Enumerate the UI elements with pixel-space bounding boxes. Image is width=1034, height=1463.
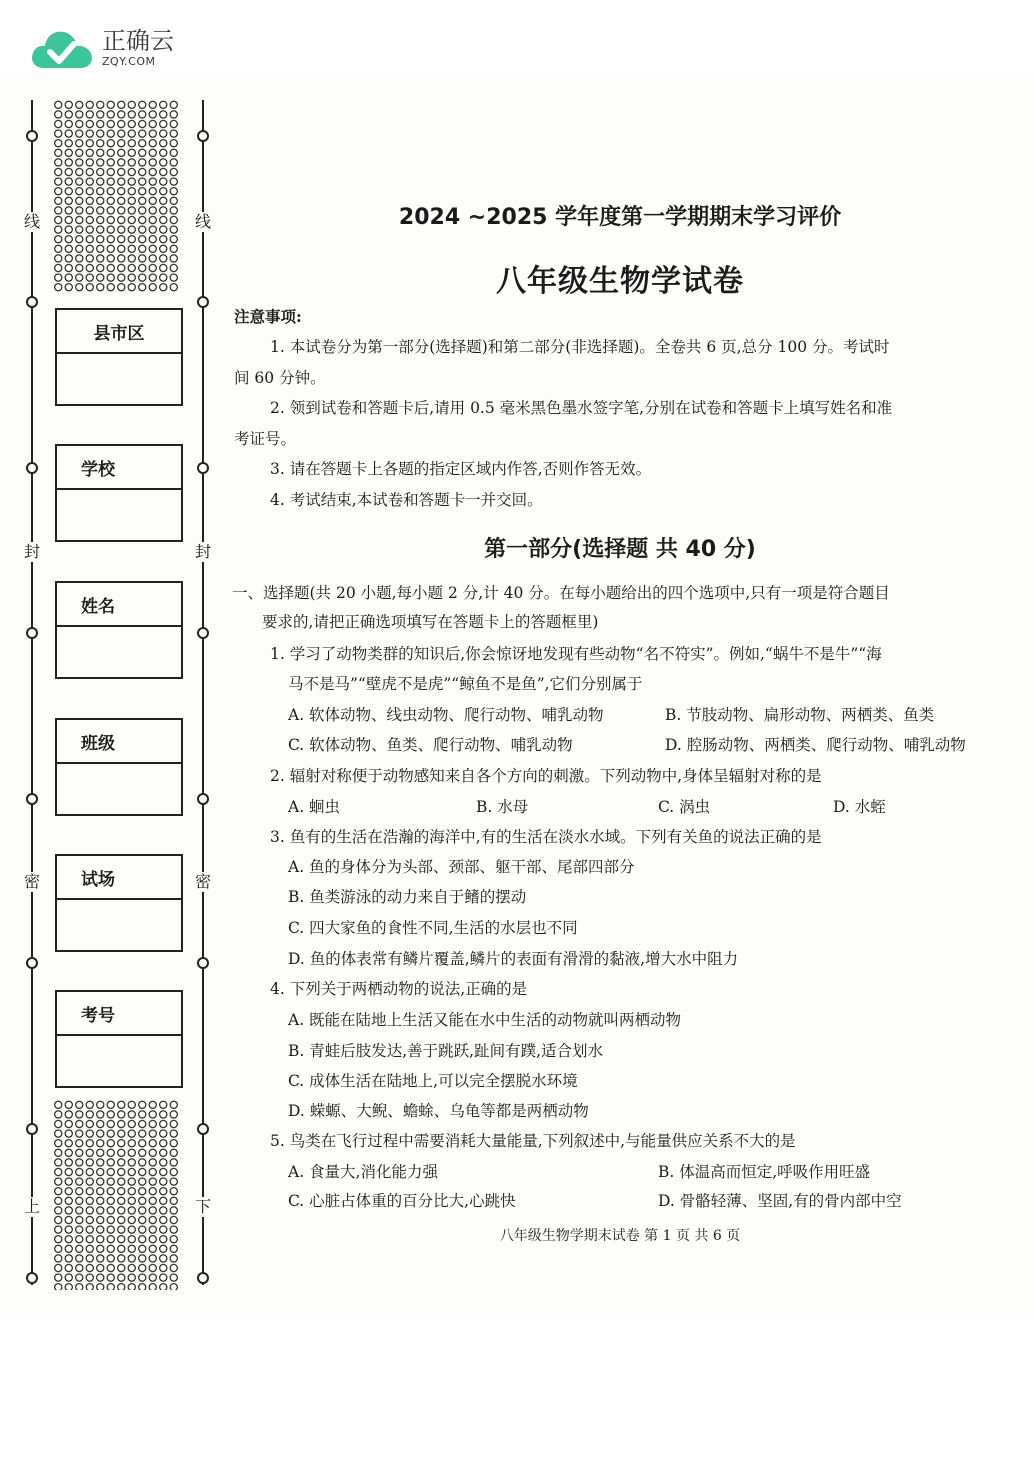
rail-char: 密	[23, 872, 40, 891]
left-binding-rail	[22, 100, 42, 1285]
option: D. 鱼的体表常有鳞片覆盖,鳞片的表面有滑滑的黏液,增大水中阻力	[288, 950, 739, 968]
field-label: 班级	[57, 720, 181, 764]
rail-char: 上	[23, 1197, 40, 1216]
field-box-exam-number[interactable]	[55, 990, 183, 1088]
rail-char: 封	[194, 542, 211, 561]
notice-item: 4. 考试结束,本试卷和答题卡一并交回。	[270, 491, 543, 509]
rail-char: 下	[194, 1197, 211, 1216]
field-label: 县市区	[57, 310, 181, 354]
rail-char: 线	[23, 212, 40, 231]
option: B. 节肢动物、扁形动物、两栖类、鱼类	[665, 706, 935, 724]
option: A. 既能在陆地上生活又能在水中生活的动物就叫两栖动物	[288, 1011, 682, 1029]
question-stem: 3. 鱼有的生活在浩瀚的海洋中,有的生活在淡水水域。下列有关鱼的说法正确的是	[270, 828, 822, 846]
notice-item-cont: 间 60 分钟。	[234, 369, 326, 387]
zqy-logo	[30, 24, 174, 72]
part1-heading: 第一部分(选择题 共 40 分)	[484, 537, 756, 562]
option: C. 涡虫	[658, 798, 711, 816]
field-label: 姓名	[57, 583, 181, 627]
field-box-exam-room[interactable]	[55, 854, 183, 952]
field-label: 学校	[57, 446, 181, 490]
question-stem-cont: 马不是马”“壁虎不是虎”“鲸鱼不是鱼”,它们分别属于	[288, 675, 643, 693]
notice-item-cont: 考证号。	[234, 430, 297, 448]
notice-heading: 注意事项:	[234, 307, 302, 326]
seal-dot-pattern-top	[53, 100, 179, 292]
section-instruction-cont: 要求的,请把正确选项填写在答题卡上的答题框里)	[262, 613, 599, 631]
option: A. 鱼的身体分为头部、颈部、躯干部、尾部四部分	[288, 858, 635, 876]
option: B. 青蛙后肢发达,善于跳跃,趾间有蹼,适合划水	[288, 1042, 604, 1060]
option: C. 成体生活在陆地上,可以完全摆脱水环境	[288, 1072, 578, 1090]
page-footer: 八年级生物学期末试卷 第 1 页 共 6 页	[499, 1228, 741, 1244]
field-box-school[interactable]	[55, 444, 183, 542]
notice-item: 1. 本试卷分为第一部分(选择题)和第二部分(非选择题)。全卷共 6 页,总分 100 分。考试时	[270, 338, 890, 356]
option: A. 食量大,消化能力强	[288, 1163, 438, 1181]
option: C. 软体动物、鱼类、爬行动物、哺乳动物	[288, 736, 573, 754]
option: A. 蛔虫	[288, 798, 341, 816]
option: D. 腔肠动物、两栖类、爬行动物、哺乳动物	[665, 736, 966, 754]
field-box-name[interactable]	[55, 581, 183, 679]
option: C. 四大家鱼的食性不同,生活的水层也不同	[288, 919, 578, 937]
option: A. 软体动物、线虫动物、爬行动物、哺乳动物	[288, 706, 604, 724]
cloud-check-icon	[30, 24, 94, 72]
section-instruction: 一、选择题(共 20 小题,每小题 2 分,计 40 分。在每小题给出的四个选项中,只有一项是符合题目	[232, 584, 890, 602]
logo-name: 正确云	[102, 27, 174, 55]
option: B. 鱼类游泳的动力来自于鳍的摆动	[288, 888, 527, 906]
option: D. 蝾螈、大鲵、蟾蜍、乌龟等都是两栖动物	[288, 1102, 589, 1120]
rail-char: 密	[194, 872, 211, 891]
exam-subject-title: 八年级生物学试卷	[496, 264, 744, 299]
field-label: 考号	[57, 992, 181, 1036]
field-label: 试场	[57, 856, 181, 900]
question-stem: 4. 下列关于两栖动物的说法,正确的是	[270, 980, 528, 998]
question-stem: 1. 学习了动物类群的知识后,你会惊讶地发现有些动物“名不符实”。例如,“蜗牛不是牛”“海	[270, 645, 882, 663]
exam-term-title: 2024 ~2025 学年度第一学期期末学习评价	[398, 205, 842, 230]
right-binding-rail	[193, 100, 213, 1285]
option: D. 骨骼轻薄、坚固,有的骨内部中空	[658, 1192, 902, 1210]
notice-item: 2. 领到试卷和答题卡后,请用 0.5 毫米黑色墨水签字笔,分别在试卷和答题卡上填写姓名和准	[270, 399, 893, 417]
question-stem: 2. 辐射对称便于动物感知来自各个方向的刺激。下列动物中,身体呈辐射对称的是	[270, 767, 822, 785]
field-box-class[interactable]	[55, 718, 183, 816]
option: B. 体温高而恒定,呼吸作用旺盛	[658, 1163, 871, 1181]
option: D. 水蛭	[833, 798, 886, 816]
logo-url: ZQY.COM	[102, 55, 156, 68]
field-box-district[interactable]	[55, 308, 183, 406]
option: B. 水母	[476, 798, 529, 816]
option: C. 心脏占体重的百分比大,心跳快	[288, 1192, 516, 1210]
rail-char: 封	[23, 542, 40, 561]
rail-char: 线	[194, 212, 211, 231]
seal-dot-pattern-bottom	[53, 1100, 179, 1290]
question-stem: 5. 鸟类在飞行过程中需要消耗大量能量,下列叙述中,与能量供应关系不大的是	[270, 1132, 796, 1150]
notice-item: 3. 请在答题卡上各题的指定区域内作答,否则作答无效。	[270, 460, 652, 478]
